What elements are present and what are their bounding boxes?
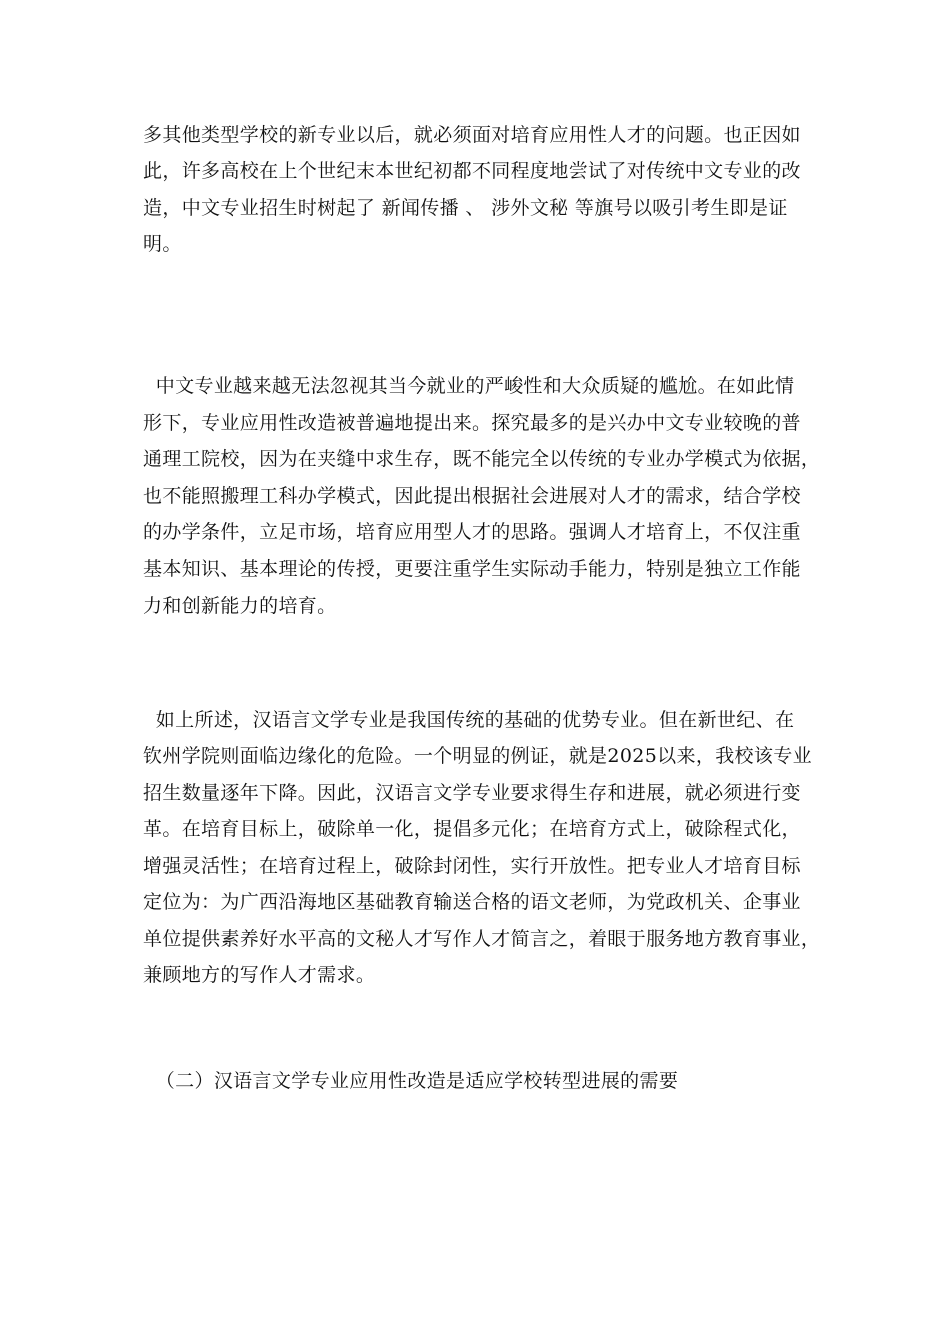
text-line: 的办学条件，立足市场，培育应用型人才的思路。强调人才培育上，不仅注重: [143, 521, 801, 543]
text-line: 中文专业越来越无法忽视其当今就业的严峻性和大众质疑的尴尬。在如此情: [143, 375, 795, 397]
text-line: 明。: [143, 233, 182, 255]
text-line: 此，许多高校在上个世纪末本世纪初都不同程度地尝试了对传统中文专业的改: [143, 160, 801, 182]
text-line: 如上所述，汉语言文学专业是我国传统的基础的优势专业。但在新世纪、在: [143, 709, 795, 731]
text-line: 也不能照搬理工科办学模式，因此提出根据社会进展对人才的需求，结合学校: [143, 485, 801, 507]
text-line: 增强灵活性；在培育过程上，破除封闭性，实行开放性。把专业人才培育目标: [143, 855, 801, 877]
text-line: 招生数量逐年下降。因此，汉语言文学专业要求得生存和进展，就必须进行变: [143, 782, 801, 804]
text-line: 造，中文专业招生时树起了 新闻传播 、 涉外文秘 等旗号以吸引考生即是证: [143, 197, 788, 219]
text-line: 兼顾地方的写作人才需求。: [143, 964, 376, 986]
text-line: 基本知识、基本理论的传授，更要注重学生实际动手能力，特别是独立工作能: [143, 558, 801, 580]
text-line: 单位提供素养好水平高的文秘人才写作人才简言之，着眼于服务地方教育事业，: [143, 928, 821, 950]
text-line: 定位为：为广西沿海地区基础教育输送合格的语文老师，为党政机关、企事业: [143, 891, 801, 913]
text-line: 钦州学院则面临边缘化的危险。一个明显的例证，就是2025以来，我校该专业: [143, 745, 812, 767]
section-heading-text: （二）汉语言文学专业应用性改造是适应学校转型进展的需要: [143, 1070, 679, 1092]
text-line: 力和创新能力的培育。: [143, 595, 337, 617]
text-line: 革。在培育目标上，破除单一化，提倡多元化；在培育方式上，破除程式化，: [143, 818, 801, 840]
text-line: 形下，专业应用性改造被普遍地提出来。探究最多的是兴办中文专业较晚的普: [143, 412, 801, 434]
text-line: 通理工院校，因为在夹缝中求生存，既不能完全以传统的专业办学模式为依据，: [143, 448, 821, 470]
text-line: 多其他类型学校的新专业以后，就必须面对培育应用性人才的问题。也正因如: [143, 124, 801, 146]
